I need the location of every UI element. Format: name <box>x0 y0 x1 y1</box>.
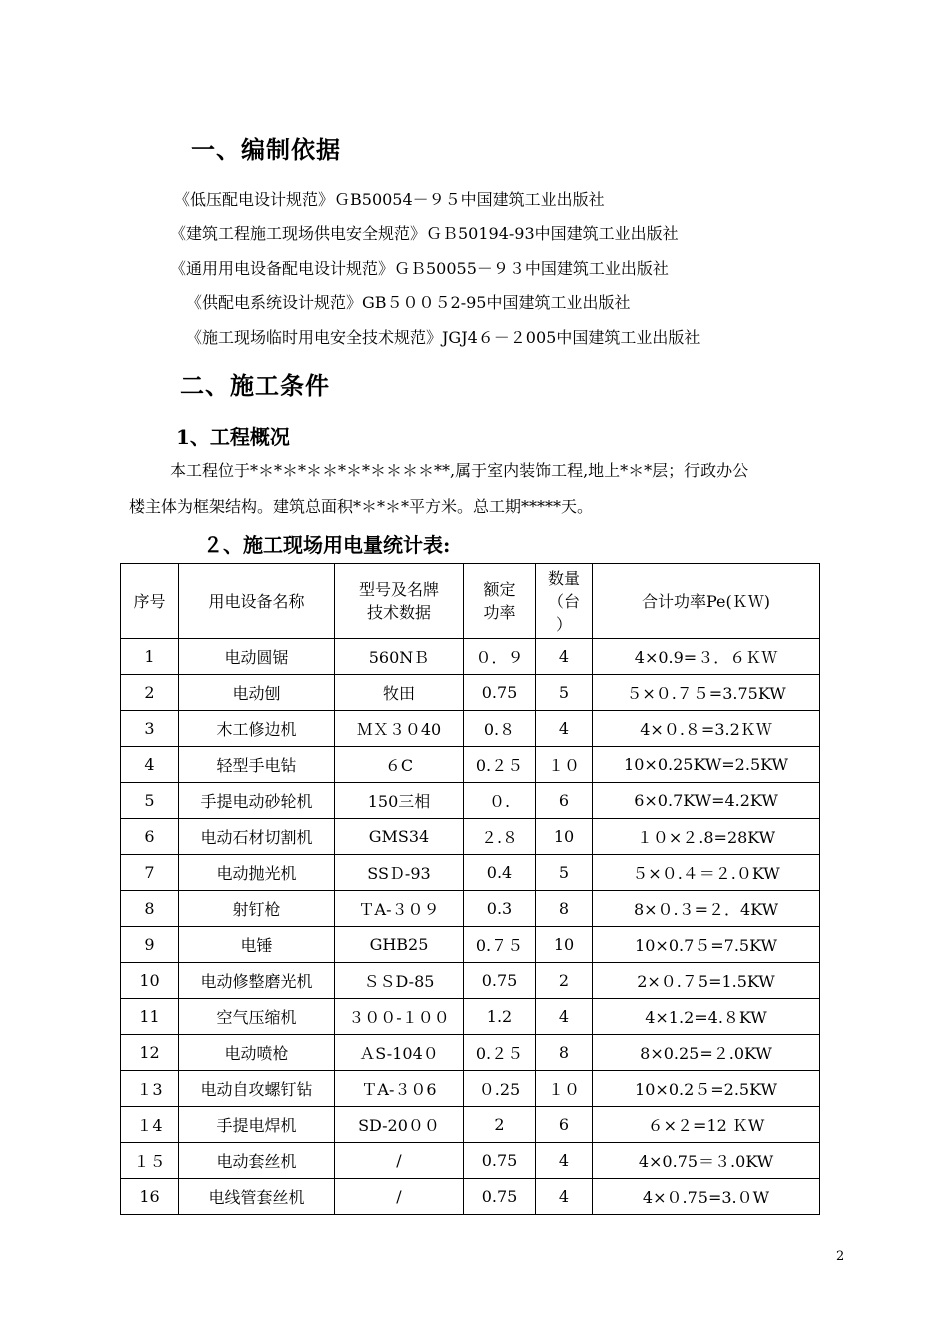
cell-model: / <box>335 1143 464 1179</box>
header-name: 用电设备名称 <box>179 564 335 639</box>
header-no: 序号 <box>121 564 179 639</box>
header-power-line2: 功率 <box>483 603 516 622</box>
cell-name: 电动套丝机 <box>179 1143 335 1179</box>
cell-model: 560NＢ <box>335 639 464 675</box>
table-row <box>121 1071 820 1107</box>
cell-power: 0.８ <box>464 711 536 747</box>
table-row <box>121 819 820 855</box>
cell-no: 6 <box>121 819 179 855</box>
header-model <box>335 564 464 639</box>
table-row <box>121 1179 820 1215</box>
cell-name: 电动喷枪 <box>179 1035 335 1071</box>
table-row <box>121 927 820 963</box>
cell-qty: 4 <box>536 711 593 747</box>
cell-no: 1 <box>121 639 179 675</box>
cell-qty: 6 <box>536 1107 593 1143</box>
cell-total: ５×０.４＝２.０KW <box>593 855 820 891</box>
cell-no: １3 <box>121 1071 179 1107</box>
table-row <box>121 783 820 819</box>
cell-total: 2×０.７5=1.5KW <box>593 963 820 999</box>
cell-no: 8 <box>121 891 179 927</box>
subsection-title-overview: 1、工程概况 <box>176 425 290 449</box>
cell-name: 电动石材切割机 <box>179 819 335 855</box>
cell-power: ２.８ <box>464 819 536 855</box>
cell-power: 0.２５ <box>464 1035 536 1071</box>
cell-qty: 4 <box>536 639 593 675</box>
cell-qty: 4 <box>536 999 593 1035</box>
table-row <box>121 1143 820 1179</box>
header-power-line1: 额定 <box>483 580 516 599</box>
subsection-title-stats: ２、施工现场用电量统计表: <box>203 533 451 557</box>
cell-no: 10 <box>121 963 179 999</box>
cell-name: 电线管套丝机 <box>179 1179 335 1215</box>
cell-power: 2 <box>464 1107 536 1143</box>
cell-no: 3 <box>121 711 179 747</box>
cell-name: 射钉枪 <box>179 891 335 927</box>
cell-name: 轻型手电钻 <box>179 747 335 783</box>
cell-qty: 4 <box>536 1179 593 1215</box>
cell-qty: 10 <box>536 819 593 855</box>
cell-model: / <box>335 1179 464 1215</box>
cell-no: １4 <box>121 1107 179 1143</box>
cell-no: 12 <box>121 1035 179 1071</box>
cell-total: 10×0.2５=2.5KW <box>593 1071 820 1107</box>
cell-power: ０．９ <box>464 639 536 675</box>
cell-no: 4 <box>121 747 179 783</box>
cell-name: 手提电焊机 <box>179 1107 335 1143</box>
cell-model: GHB25 <box>335 927 464 963</box>
cell-qty: 8 <box>536 1035 593 1071</box>
cell-qty: １０ <box>536 747 593 783</box>
cell-power: 0.75 <box>464 675 536 711</box>
cell-total: 4×0.9=３．６ＫＷ <box>593 639 820 675</box>
cell-model: ＡS-104０ <box>335 1035 464 1071</box>
cell-name: 电动刨 <box>179 675 335 711</box>
cell-no: 2 <box>121 675 179 711</box>
header-total: 合计功率Pe(ＫＷ) <box>593 564 820 639</box>
cell-total: 4×0.75＝３.0KW <box>593 1143 820 1179</box>
cell-total: 4×1.2=4.８KW <box>593 999 820 1035</box>
cell-model: SD-20００ <box>335 1107 464 1143</box>
overview-paragraph-line1: 本工程位于*＊*＊*＊＊*＊*＊＊＊＊**,属于室内装饰工程,地上*＊*层；行政办公 <box>170 461 749 480</box>
cell-qty: 5 <box>536 675 593 711</box>
cell-qty: 4 <box>536 1143 593 1179</box>
page-number: 2 <box>836 1249 845 1264</box>
cell-total: ６×２=12 ＫW <box>593 1107 820 1143</box>
header-power <box>464 564 536 639</box>
table-row <box>121 963 820 999</box>
table-row <box>121 747 820 783</box>
header-qty-line3: ） <box>555 614 572 634</box>
cell-no: 16 <box>121 1179 179 1215</box>
section-title-conditions: 二、施工条件 <box>180 371 330 400</box>
header-qty <box>536 564 593 639</box>
header-qty-line1: 数量 <box>547 568 580 588</box>
cell-qty: １０ <box>536 1071 593 1107</box>
cell-power: 0.75 <box>464 963 536 999</box>
cell-name: 电动抛光机 <box>179 855 335 891</box>
table-row <box>121 855 820 891</box>
cell-power: ０.25 <box>464 1071 536 1107</box>
cell-total: 10×0.7５=7.5KW <box>593 927 820 963</box>
cell-total: 8×０.３=２．4KW <box>593 891 820 927</box>
power-usage-table <box>120 563 820 1215</box>
table-header-row <box>121 564 820 639</box>
table-row <box>121 711 820 747</box>
cell-no: 11 <box>121 999 179 1035</box>
cell-name: 电动自攻螺钉钻 <box>179 1071 335 1107</box>
cell-total: 4×０.８=3.2ＫＷ <box>593 711 820 747</box>
cell-name: 电动圆锯 <box>179 639 335 675</box>
cell-model: ＴA-３０９ <box>335 891 464 927</box>
cell-name: 手提电动砂轮机 <box>179 783 335 819</box>
cell-model: ＳＳD-85 <box>335 963 464 999</box>
cell-model: ＭＸ３０40 <box>335 711 464 747</box>
cell-power: ０. <box>464 783 536 819</box>
overview-paragraph-line2: 楼主体为框架结构。建筑总面积*＊*＊*平方米。总工期*****天。 <box>129 497 594 516</box>
cell-model: SSＤ-93 <box>335 855 464 891</box>
table-row <box>121 675 820 711</box>
header-model-line1: 型号及名牌 <box>358 580 439 599</box>
reference-item: 《低压配电设计规范》ＧB50054－９５中国建筑工业出版社 <box>174 190 605 209</box>
reference-item: 《建筑工程施工现场供电安全规范》ＧＢ50194-93中国建筑工业出版社 <box>170 224 679 243</box>
cell-model: ＴA-３０6 <box>335 1071 464 1107</box>
table-row <box>121 639 820 675</box>
cell-qty: 5 <box>536 855 593 891</box>
cell-qty: 10 <box>536 927 593 963</box>
cell-name: 木工修边机 <box>179 711 335 747</box>
reference-item: 《供配电系统设计规范》GB５００５2-95中国建筑工业出版社 <box>186 293 631 312</box>
cell-model: 牧田 <box>335 675 464 711</box>
cell-power: 0.２５ <box>464 747 536 783</box>
cell-model: ３００-１００ <box>335 999 464 1035</box>
table-row <box>121 999 820 1035</box>
cell-no: 5 <box>121 783 179 819</box>
cell-total: 10×0.25KW=2.5KW <box>593 747 820 783</box>
cell-total: 8×0.25=２.0KW <box>593 1035 820 1071</box>
cell-model: 150三相 <box>335 783 464 819</box>
cell-power: 1.2 <box>464 999 536 1035</box>
reference-item: 《通用用电设备配电设计规范》ＧＢ50055－９３中国建筑工业出版社 <box>170 259 669 278</box>
cell-power: 0.75 <box>464 1179 536 1215</box>
cell-model: GMS34 <box>335 819 464 855</box>
cell-qty: 6 <box>536 783 593 819</box>
cell-qty: 8 <box>536 891 593 927</box>
table-row <box>121 1035 820 1071</box>
cell-name: 电锤 <box>179 927 335 963</box>
cell-total: ５×０.７５=3.75KW <box>593 675 820 711</box>
cell-total: 6×0.7KW=4.2KW <box>593 783 820 819</box>
cell-total: １０×２.8=28KW <box>593 819 820 855</box>
cell-name: 空气压缩机 <box>179 999 335 1035</box>
cell-total: 4×０.75=3.０W <box>593 1179 820 1215</box>
header-qty-line2: （台 <box>547 591 580 611</box>
cell-power: 0.75 <box>464 1143 536 1179</box>
cell-no: 9 <box>121 927 179 963</box>
cell-model: ６C <box>335 747 464 783</box>
header-model-line2: 技术数据 <box>366 603 431 622</box>
cell-name: 电动修整磨光机 <box>179 963 335 999</box>
table-row <box>121 1107 820 1143</box>
cell-qty: 2 <box>536 963 593 999</box>
cell-power: 0.3 <box>464 891 536 927</box>
cell-no: 7 <box>121 855 179 891</box>
cell-no: １５ <box>121 1143 179 1179</box>
cell-power: 0.７５ <box>464 927 536 963</box>
section-title-basis: 一、编制依据 <box>191 135 341 164</box>
reference-item: 《施工现场临时用电安全技术规范》JGJ4６－２005中国建筑工业出版社 <box>186 328 701 347</box>
table-row <box>121 891 820 927</box>
cell-power: 0.4 <box>464 855 536 891</box>
